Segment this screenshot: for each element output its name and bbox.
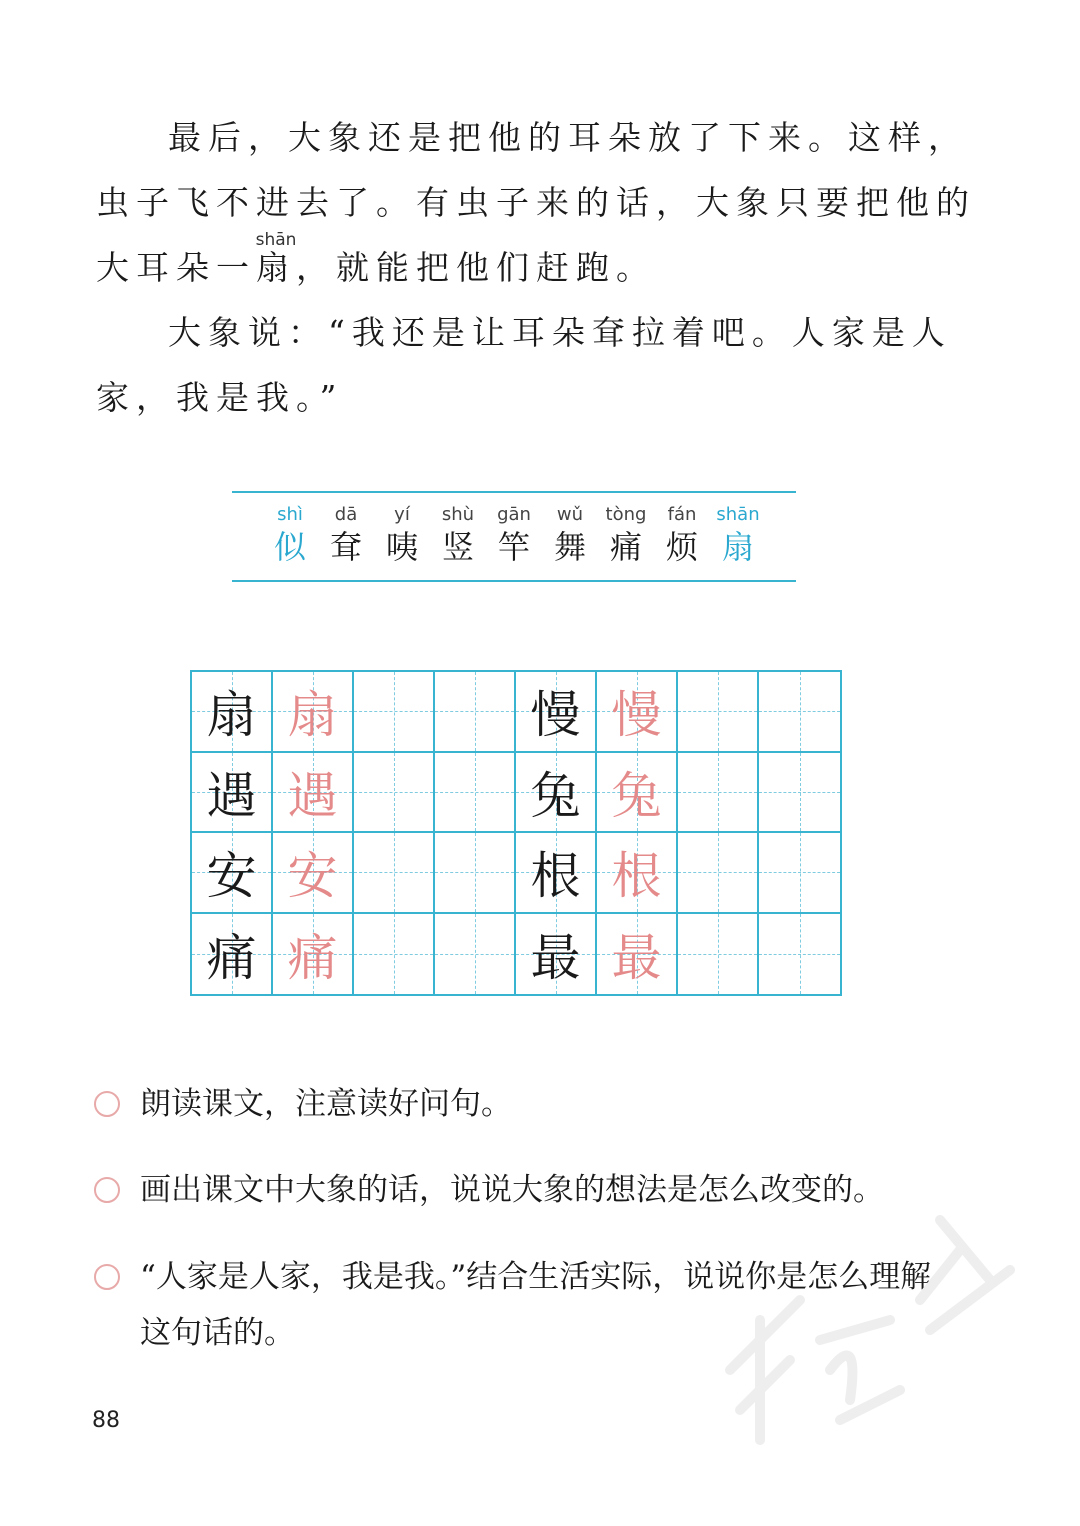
- circle-bullet-icon: [94, 1177, 120, 1203]
- grid-cell: [759, 833, 840, 914]
- circle-bullet-icon: [94, 1091, 120, 1117]
- circle-bullet-icon: [94, 1264, 120, 1290]
- grid-cell: [516, 914, 597, 995]
- grid-cell: [435, 672, 516, 753]
- vocab-top-rule: [232, 491, 796, 493]
- passage-line-5: 家，我是我。”: [96, 378, 344, 417]
- vocab-pinyin: tòng: [605, 504, 647, 525]
- model-char: 安: [206, 847, 257, 906]
- grid-cell: [597, 672, 678, 753]
- grid-cell: [273, 914, 354, 995]
- vocab-char: 竖: [441, 528, 474, 566]
- grid-cell: [597, 753, 678, 834]
- grid-cell: [192, 753, 273, 834]
- vocab-item: [495, 502, 533, 572]
- vocab-item: [663, 502, 701, 572]
- vocab-box: [232, 502, 796, 572]
- grid-cell: [516, 753, 597, 834]
- vocab-pinyin: shù: [441, 504, 475, 525]
- grid-cell: [435, 914, 516, 995]
- vocab-pinyin: fán: [667, 504, 697, 525]
- trace-char: 根: [611, 847, 662, 906]
- vocab-char: 似: [273, 528, 306, 566]
- ruby-char: shān 扇: [256, 248, 296, 288]
- vocab-char: 耷: [329, 528, 362, 566]
- grid-cell: [192, 672, 273, 753]
- model-char: 遇: [206, 766, 257, 825]
- grid-cell: [516, 833, 597, 914]
- trace-char: 兔: [611, 766, 662, 825]
- grid-cell: [678, 914, 759, 995]
- vocab-char: 舞: [553, 528, 586, 566]
- grid-cell: [597, 914, 678, 995]
- vocab-pinyin: yí: [394, 504, 410, 525]
- vocab-char: 烦: [665, 528, 698, 566]
- model-char: 兔: [530, 766, 581, 825]
- grid-cell: [435, 753, 516, 834]
- vocab-item: [383, 502, 421, 572]
- trace-char: 安: [287, 847, 338, 906]
- grid-cell: [678, 753, 759, 834]
- grid-cell: [759, 672, 840, 753]
- vocab-char: 竿: [497, 528, 530, 566]
- vocab-char: 痛: [609, 528, 642, 566]
- trace-char: 遇: [287, 766, 338, 825]
- passage-line-1: 最后，大象还是把他的耳朵放了下来。这样，: [168, 118, 968, 157]
- vocab-item: [327, 502, 365, 572]
- model-char: 扇: [206, 686, 257, 745]
- vocab-item: [271, 502, 309, 572]
- grid-cell: [354, 914, 435, 995]
- passage-line-4: 大象说：“我还是让耳朵耷拉着吧。人家是人: [168, 313, 952, 352]
- writing-grid: [190, 670, 842, 996]
- vocab-pinyin: gān: [497, 504, 531, 525]
- page-number: 88: [92, 1408, 120, 1433]
- model-char: 痛: [206, 928, 257, 987]
- vocab-pinyin: dā: [334, 504, 358, 525]
- trace-char: 最: [611, 928, 662, 987]
- vocab-item: [607, 502, 645, 572]
- grid-cell: [354, 833, 435, 914]
- grid-cell: [273, 833, 354, 914]
- grid-cell: [192, 833, 273, 914]
- vocab-item: [551, 502, 589, 572]
- grid-cell: [435, 833, 516, 914]
- grid-cell: [516, 672, 597, 753]
- grid-cell: [597, 833, 678, 914]
- model-char: 根: [530, 847, 581, 906]
- vocab-item: [439, 502, 477, 572]
- model-char: 慢: [530, 686, 581, 745]
- trace-char: 慢: [611, 686, 662, 745]
- vocab-char: 扇: [721, 528, 754, 566]
- ruby-pinyin: shān: [255, 230, 297, 250]
- grid-cell: [678, 672, 759, 753]
- passage-line-3: 大耳朵一 shān 扇，就能把他们赶跑。: [96, 248, 956, 288]
- grid-cell: [759, 753, 840, 834]
- vocab-item: [716, 502, 760, 572]
- grid-cell: [273, 672, 354, 753]
- vocab-pinyin: wǔ: [556, 504, 584, 525]
- grid-cell: [759, 914, 840, 995]
- vocab-char: 咦: [385, 528, 418, 566]
- vocab-bottom-rule: [232, 580, 796, 582]
- grid-cell: [354, 672, 435, 753]
- model-char: 最: [530, 928, 581, 987]
- grid-cell: [192, 914, 273, 995]
- trace-char: 扇: [287, 686, 338, 745]
- trace-char: 痛: [287, 928, 338, 987]
- grid-cell: [354, 753, 435, 834]
- passage-line-2: 虫子飞不进去了。有虫子来的话，大象只要把他的: [96, 183, 976, 222]
- grid-cell: [273, 753, 354, 834]
- vocab-pinyin: shì: [277, 504, 303, 525]
- grid-cell: [678, 833, 759, 914]
- vocab-pinyin: shān: [716, 504, 760, 525]
